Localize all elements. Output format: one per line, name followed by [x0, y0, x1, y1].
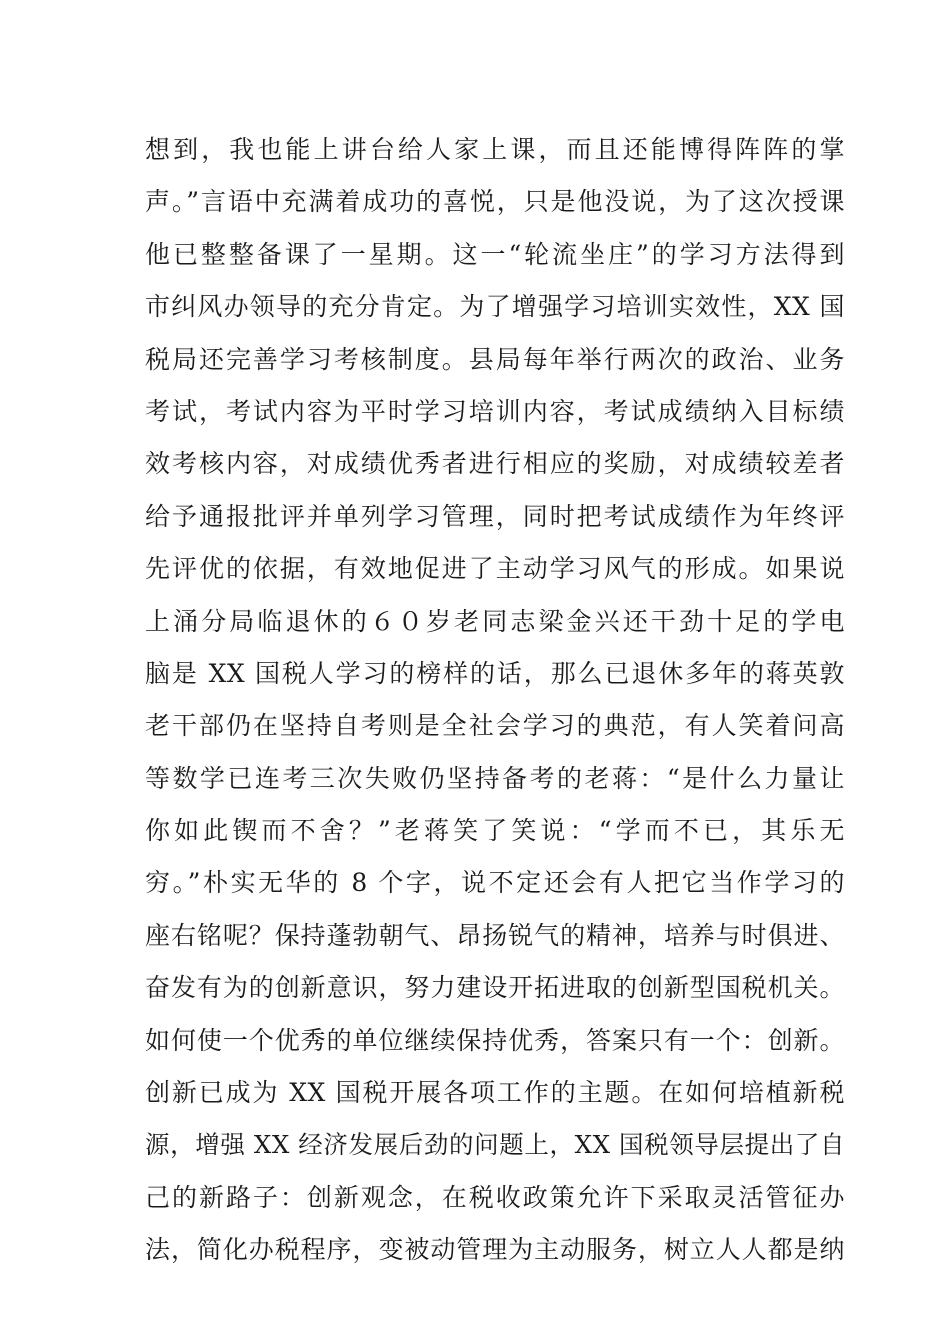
text-line: 等数学已连考三次失败仍坚持备考的老蒋：“是什么力量让	[145, 763, 845, 793]
text-line: 法，简化办税程序，变被动管理为主动服务，树立人人都是纳	[145, 1235, 845, 1265]
text-line: 你如此锲而不舍？”老蒋笑了笑说：“学而不已，其乐无	[145, 816, 845, 846]
text-line: 己的新路子：创新观念，在税收政策允许下采取灵活管征办	[145, 1182, 845, 1212]
text-line: 穷。”朴实无华的 8 个字，说不定还会有人把它当作学习的	[145, 868, 845, 898]
body-text	[145, 124, 845, 1277]
text-line: 座右铭呢？保持蓬勃朝气、昂扬锐气的精神，培养与时俱进、	[145, 920, 845, 950]
text-line: 奋发有为的创新意识，努力建设开拓进取的创新型国税机关。	[145, 973, 845, 1003]
text-line: 老干部仍在坚持自考则是全社会学习的典范，有人笑着问高	[145, 711, 845, 741]
text-line: 税局还完善学习考核制度。县局每年举行两次的政治、业务	[145, 344, 845, 374]
text-line: 上涌分局临退休的６０岁老同志梁金兴还干劲十足的学电	[145, 606, 845, 636]
text-line: 给予通报批评并单列学习管理，同时把考试成绩作为年终评	[145, 501, 845, 531]
text-line: 考试，考试内容为平时学习培训内容，考试成绩纳入目标绩	[145, 396, 845, 426]
text-line: 源，增强 XX 经济发展后劲的问题上，XX 国税领导层提出了自	[145, 1130, 845, 1160]
text-line: 脑是 XX 国税人学习的榜样的话，那么已退休多年的蒋英敦	[145, 658, 845, 688]
text-line: 效考核内容，对成绩优秀者进行相应的奖励，对成绩较差者	[145, 449, 845, 479]
text-line: 创新已成为 XX 国税开展各项工作的主题。在如何培植新税	[145, 1078, 845, 1108]
text-line: 声。”言语中充满着成功的喜悦，只是他没说，为了这次授课	[145, 187, 845, 217]
text-line: 如何使一个优秀的单位继续保持优秀，答案只有一个：创新。	[145, 1025, 845, 1055]
text-line: 他已整整备课了一星期。这一“轮流坐庄”的学习方法得到	[145, 239, 845, 269]
text-line: 市纠风办领导的充分肯定。为了增强学习培训实效性，XX 国	[145, 292, 845, 322]
text-line: 想到，我也能上讲台给人家上课，而且还能博得阵阵的掌	[145, 135, 845, 164]
text-line: 先评优的依据，有效地促进了主动学习风气的形成。如果说	[145, 554, 845, 584]
